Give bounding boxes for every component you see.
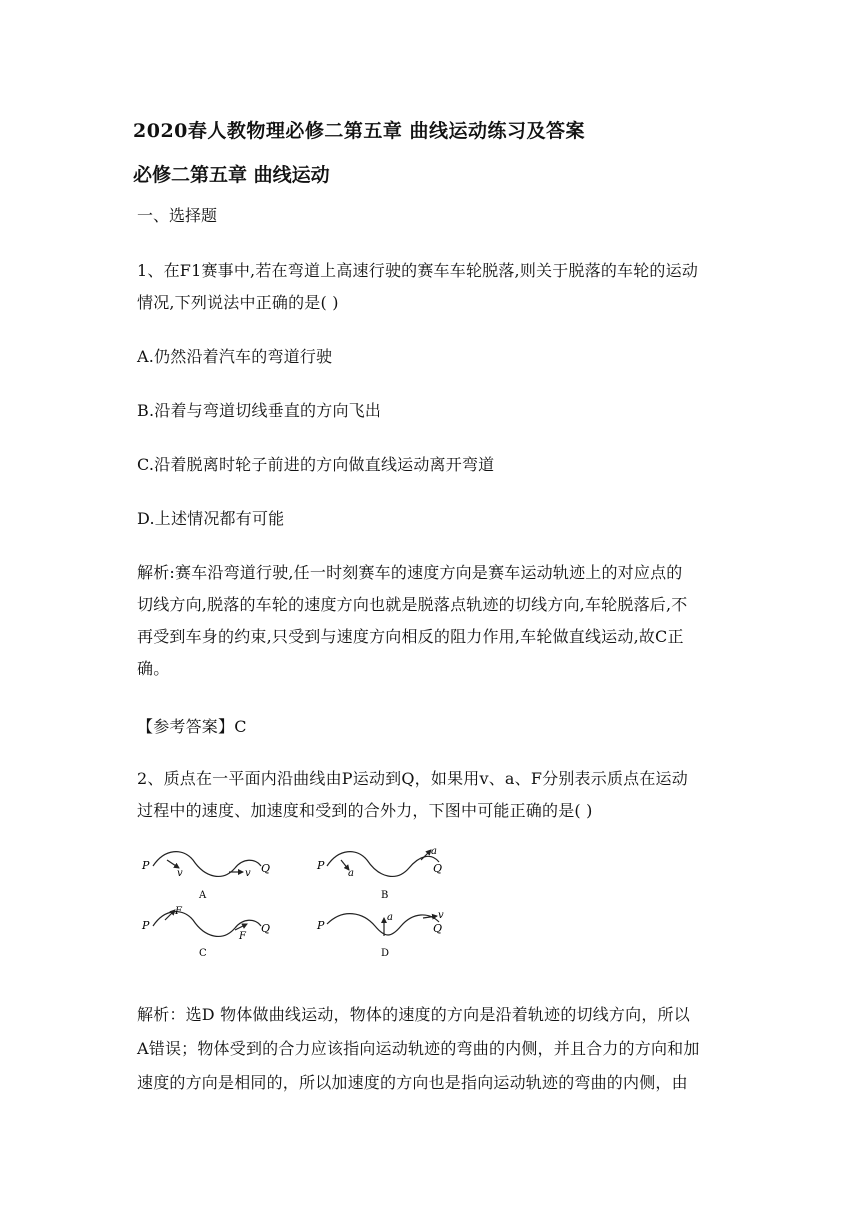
q1-option-c: C.沿着脱离时轮子前进的方向做直线运动离开弯道 [137, 455, 495, 474]
label-a-b2: a [431, 846, 437, 857]
q2-analysis-line-2: A错误；物体受到的合力应该指向运动轨迹的弯曲的内侧，并且合力的方向和加 [137, 1039, 700, 1058]
q2-stem-line-2: 过程中的速度、加速度和受到的合外力，下图中可能正确的是( ) [137, 801, 593, 820]
q2-analysis-line-3: 速度的方向是相同的，所以加速度的方向也是指向运动轨迹的弯曲的内侧，由 [137, 1073, 688, 1092]
label-p-c: P [142, 919, 150, 932]
label-v-a2: v [245, 868, 251, 879]
chapter-subtitle: 必修二第五章 曲线运动 [133, 164, 330, 186]
caption-a: A [199, 890, 207, 901]
q1-answer: 【参考答案】C [137, 717, 247, 736]
panel-c [141, 906, 270, 959]
force-arrow-c2 [235, 924, 247, 930]
label-f-c1: F [175, 906, 182, 917]
label-q-b: Q [433, 862, 443, 875]
caption-b: B [381, 890, 389, 901]
q1-option-a: A.仍然沿着汽车的弯道行驶 [137, 347, 333, 366]
q1-stem-line-2: 情况,下列说法中正确的是( ) [137, 293, 339, 312]
q1-analysis-line-1: 解析:赛车沿弯道行驶,任一时刻赛车的速度方向是赛车运动轨迹上的对应点的 [137, 563, 683, 582]
label-a-d: a [387, 912, 393, 923]
label-v-a1: v [177, 868, 183, 879]
label-f-c2: F [239, 931, 246, 942]
section-heading: 一、选择题 [137, 206, 218, 225]
page-title: 2020春人教物理必修二第五章 曲线运动练习及答案 [133, 120, 585, 142]
label-p-b: P [317, 859, 325, 872]
panel-b [316, 846, 442, 901]
q1-analysis-line-3: 再受到车身的约束,只受到与速度方向相反的阻力作用,车轮做直线运动,故C正 [137, 627, 684, 646]
q1-option-b: B.沿着与弯道切线垂直的方向飞出 [137, 401, 382, 420]
curve-motion-figure [139, 838, 469, 968]
q1-stem-line-1: 1、在F1赛事中,若在弯道上高速行驶的赛车车轮脱落,则关于脱落的车轮的运动 [137, 261, 699, 280]
label-a-b1: a [348, 868, 354, 879]
acceleration-arrow-b2 [421, 850, 431, 860]
q2-analysis-line-1: 解析：选D 物体做曲线运动，物体的速度的方向是沿着轨迹的切线方向，所以 [137, 1005, 690, 1024]
force-arrow-c1 [165, 910, 175, 920]
label-q-c: Q [261, 922, 271, 935]
caption-d: D [381, 948, 390, 959]
q1-analysis-line-2: 切线方向,脱落的车轮的速度方向也就是脱落点轨迹的切线方向,车轮脱落后,不 [137, 595, 688, 614]
label-p-d: P [317, 919, 325, 932]
panel-a [141, 852, 270, 901]
velocity-arrow-a1 [167, 860, 179, 868]
q1-analysis-line-4: 确。 [137, 659, 170, 678]
trajectory-d [327, 914, 439, 935]
label-q-a: Q [261, 862, 271, 875]
label-q-d: Q [433, 922, 443, 935]
caption-c: C [199, 948, 207, 959]
q1-option-d: D.上述情况都有可能 [137, 509, 285, 528]
panel-d [316, 910, 444, 959]
label-p-a: P [142, 859, 150, 872]
q2-stem-line-1: 2、质点在一平面内沿曲线由P运动到Q，如果用v、a、F分别表示质点在运动 [137, 769, 688, 788]
label-v-d: v [438, 910, 444, 921]
